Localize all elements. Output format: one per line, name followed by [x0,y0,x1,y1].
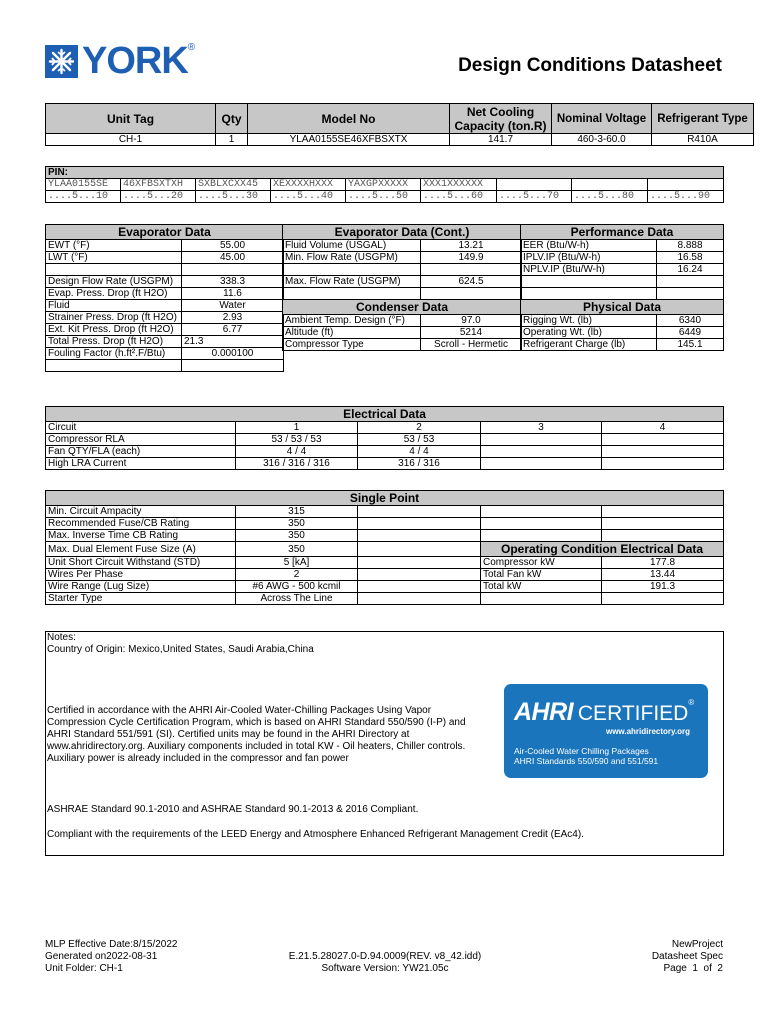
pin-segment: SXBLXCXX45 [196,179,271,191]
footer-doc-type: Datasheet Spec [651,951,723,962]
evap-cont-label: Max. Flow Rate (USGPM) [283,276,421,288]
col-qty: Qty [216,104,248,134]
performance-value [657,288,724,300]
york-logo [45,40,196,82]
evap-label: Strainer Press. Drop (ft H2O) [46,312,182,324]
electrical-cell: 316 / 316 [358,458,481,470]
condenser-label: Compressor Type [283,339,421,351]
pin-ruler: ....5...60 [421,191,497,203]
evap-cont-label [283,288,421,300]
pin-ruler: ....5...90 [648,191,724,203]
col-refrigerant-type: Refrigerant Type [652,104,754,134]
electrical-cell: 3 [481,422,602,434]
performance-value: 8.888 [657,240,724,252]
condenser-label: Altitude (ft) [283,327,421,339]
evap-value: Water [182,300,284,312]
single-point-title: Single Point [46,491,724,506]
single-point-value: 350 [236,542,358,557]
pin-segment: XXX1XXXXXX [421,179,497,191]
operating-label: Total kW [481,581,602,593]
ahri-line-1: Air-Cooled Water Chilling Packages [514,746,649,756]
performance-data-table [520,224,724,351]
single-point-value: 5 [kA] [236,557,358,569]
performance-data-title: Performance Data [521,225,724,240]
pin-segment: YLAA0155SE [46,179,121,191]
performance-label [521,288,657,300]
nominal-voltage-value: 460-3-60.0 [552,134,652,146]
pin-segment [497,179,572,191]
model-no-value: YLAA0155SE46XFBSXTX [248,134,450,146]
pin-ruler: ....5...70 [497,191,572,203]
performance-label [521,276,657,288]
notes-cert-line: AHRI Standard 551/591 (SI). Certified units may be found in the AHRI Directory at [47,729,410,740]
physical-value: 6340 [657,315,724,327]
evap-label: LWT (°F) [46,252,182,264]
pin-ruler: ....5...80 [572,191,648,203]
operating-electrical-title: Operating Condition Electrical Data [481,542,724,557]
electrical-label: Compressor RLA [46,434,236,446]
ahri-registered-mark: ® [688,698,695,707]
evap-label: Design Flow Rate (USGPM) [46,276,182,288]
evap-label [46,360,182,372]
single-point-label: Recommended Fuse/CB Rating [46,518,236,530]
evap-value: 338.3 [182,276,284,288]
evaporator-data-title: Evaporator Data [46,225,284,240]
document-title: Design Conditions Datasheet [458,55,722,76]
electrical-data-title: Electrical Data [46,407,724,422]
pin-segment: 46XFBSXTXH [121,179,196,191]
evap-value: 55.00 [182,240,284,252]
evap-label: Evap. Press. Drop (ft H2O) [46,288,182,300]
pin-ruler: ....5...40 [271,191,346,203]
physical-label: Refrigerant Charge (lb) [521,339,657,351]
pin-label: PIN: [46,167,724,179]
pin-ruler: ....5...20 [121,191,196,203]
col-unit-tag: Unit Tag [46,104,216,134]
condenser-label: Ambient Temp. Design (°F) [283,315,421,327]
single-point-label: Wire Range (Lug Size) [46,581,236,593]
footer-generated: Generated on2022-08-31 [45,951,158,962]
notes-cert-line: Auxiliary power is already included in the compressor and fan power [47,753,349,764]
electrical-cell [602,458,724,470]
evap-value: 11.6 [182,288,284,300]
evap-value: 0.000100 [182,348,284,360]
physical-label: Operating Wt. (lb) [521,327,657,339]
condenser-value: 97.0 [421,315,522,327]
single-point-table [45,490,724,605]
footer-effective-date: MLP Effective Date:8/15/2022 [45,939,178,950]
electrical-cell [481,434,602,446]
electrical-cell: 316 / 316 / 316 [236,458,358,470]
evap-cont-value [421,288,522,300]
single-point-label: Starter Type [46,593,236,605]
electrical-data-table [45,406,724,470]
electrical-cell: 4 / 4 [236,446,358,458]
evap-cont-value [421,264,522,276]
electrical-label: High LRA Current [46,458,236,470]
pin-segment [648,179,724,191]
ahri-certified: CERTIFIED [577,702,689,725]
evap-label: Total Press. Drop (ft H2O) [46,336,182,348]
performance-label: IPLV.IP (Btu/W-h) [521,252,657,264]
footer-revision: E.21.5.28027.0-D.94.0009(REV. v8_42.idd) [288,951,482,962]
footer-right [652,939,723,975]
footer-project: NewProject [671,939,723,950]
performance-label: NPLV.IP (Btu/W-h) [521,264,657,276]
footer-unit-folder: Unit Folder: CH-1 [45,963,123,974]
evap-label: Ext. Kit Press. Drop (ft H2O) [46,324,182,336]
evap-value [182,264,284,276]
operating-value: 191.3 [602,581,724,593]
physical-value: 6449 [657,327,724,339]
operating-label: Compressor kW [481,557,602,569]
unit-tag-value: CH-1 [46,134,216,146]
evap-cont-value: 624.5 [421,276,522,288]
footer-page-number: Page 1 of 2 [663,963,723,974]
notes-heading: Notes: [47,632,76,643]
single-point-label: Max. Dual Element Fuse Size (A) [46,542,236,557]
evaporator-cont-table [282,224,522,351]
evap-label: Fouling Factor (h.ft².F/Btu) [46,348,182,360]
electrical-cell: 53 / 53 / 53 [236,434,358,446]
notes-cert-line: Compression Cycle Certification Program, which is based on AHRI Standard 550/590 (I-P) and [47,717,466,728]
pin-ruler: ....5...30 [196,191,271,203]
single-point-label: Wires Per Phase [46,569,236,581]
evap-label: EWT (°F) [46,240,182,252]
col-model-no: Model No [248,104,450,134]
single-point-label: Unit Short Circuit Withstand (STD) [46,557,236,569]
condenser-value: 5214 [421,327,522,339]
logo-text: YORK [82,40,188,82]
ahri-logo [514,698,694,727]
single-point-value: 350 [236,518,358,530]
evap-value: 6.77 [182,324,284,336]
electrical-cell: 53 / 53 [358,434,481,446]
pin-segment: YAXGPXXXXX [346,179,421,191]
electrical-cell [602,434,724,446]
pin-table [45,166,724,203]
logo-registered-mark: ® [187,41,196,53]
single-point-label: Min. Circuit Ampacity [46,506,236,518]
evap-cont-value: 149.9 [421,252,522,264]
operating-value: 13.44 [602,569,724,581]
evap-value: 2.93 [182,312,284,324]
footer-center [260,951,510,975]
condenser-data-title: Condenser Data [283,300,522,315]
col-nominal-voltage: Nominal Voltage [552,104,652,134]
notes-cert-line: www.ahridirectory.org. Auxiliary components included in total KW - Oil heaters, Chiller controls. [47,741,466,752]
electrical-cell: 4 [602,422,724,434]
pin-segment [572,179,648,191]
single-point-value: Across The Line [236,593,358,605]
ahri-url: www.ahridirectory.org [605,727,690,736]
single-point-value: 315 [236,506,358,518]
notes-origin: Country of Origin: Mexico,United States, Saudi Arabia,China [47,644,314,655]
pin-ruler: ....5...50 [346,191,421,203]
evap-cont-label [283,264,421,276]
electrical-cell [602,446,724,458]
electrical-cell: 4 / 4 [358,446,481,458]
pin-ruler: ....5...10 [46,191,121,203]
performance-value: 16.58 [657,252,724,264]
evap-cont-value: 13.21 [421,240,522,252]
pin-segment: XEXXXXHXXX [271,179,346,191]
condenser-value: Scroll - Hermetic [421,339,522,351]
net-cooling-value: 141.7 [450,134,552,146]
single-point-value: 2 [236,569,358,581]
performance-value [657,276,724,288]
evaporator-data-table [45,224,284,372]
performance-label: EER (Btu/W-h) [521,240,657,252]
evaporator-cont-title: Evaporator Data (Cont.) [283,225,522,240]
electrical-cell: 2 [358,422,481,434]
evap-value: 21.3 [182,336,284,348]
physical-data-title: Physical Data [521,300,724,315]
electrical-label: Circuit [46,422,236,434]
electrical-cell: 1 [236,422,358,434]
single-point-value: 350 [236,530,358,542]
evap-label [46,264,182,276]
refrigerant-type-value: R410A [652,134,754,146]
unit-summary-table [45,103,754,146]
col-net-cooling: Net Cooling Capacity (ton.R) [450,104,552,134]
footer-left [45,939,178,975]
physical-label: Rigging Wt. (lb) [521,315,657,327]
electrical-label: Fan QTY/FLA (each) [46,446,236,458]
ahri-brand: AHRI [514,698,574,726]
single-point-label: Max. Inverse Time CB Rating [46,530,236,542]
evap-cont-label: Min. Flow Rate (USGPM) [283,252,421,264]
notes-ashrae: ASHRAE Standard 90.1-2010 and ASHRAE Standard 90.1-2013 & 2016 Compliant. [47,804,419,815]
ahri-certified-badge [504,684,708,778]
evap-value: 45.00 [182,252,284,264]
electrical-cell [481,446,602,458]
evap-cont-label: Fluid Volume (USGAL) [283,240,421,252]
performance-value: 16.24 [657,264,724,276]
qty-value: 1 [216,134,248,146]
notes-cert-line: Certified in accordance with the AHRI Air-Cooled Water-Chilling Packages Using Vapor [47,705,432,716]
evap-value [182,360,284,372]
snowflake-icon [45,45,78,78]
operating-value: 177.8 [602,557,724,569]
ahri-line-2: AHRI Standards 550/590 and 551/591 [514,756,659,766]
physical-value: 145.1 [657,339,724,351]
notes-leed: Compliant with the requirements of the LEED Energy and Atmosphere Enhanced Refrigerant Management Credit (EAc4). [47,829,584,840]
operating-label: Total Fan kW [481,569,602,581]
single-point-value: #6 AWG - 500 kcmil [236,581,358,593]
electrical-cell [481,458,602,470]
evap-label: Fluid [46,300,182,312]
footer-software-version: Software Version: YW21.05c [321,963,449,974]
